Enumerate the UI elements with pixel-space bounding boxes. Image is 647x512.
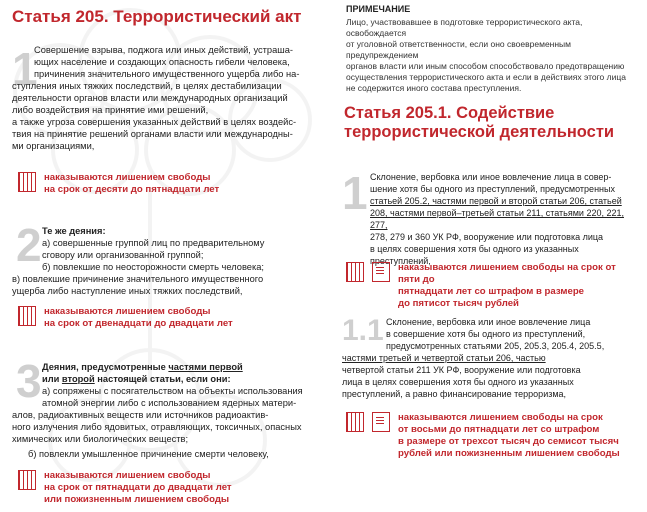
prison-bars-icon (18, 470, 36, 490)
text-line: Склонение, вербовка или иное вовлечение лица в совер- (370, 172, 612, 182)
text-line: ющих население и создающих опасность гибели человека, (34, 57, 290, 67)
part-3-number: 3 (16, 355, 42, 407)
prison-bars-icon (346, 412, 364, 432)
penalty-line: на срок от двенадцати до двадцати лет (44, 318, 233, 329)
text-line: в целях совершения хотя бы одного из указанных преступлений, (370, 244, 579, 266)
text-line: от уголовной ответственности, если оно своевременным предупреждением (346, 39, 572, 60)
part-1-1-penalty (346, 412, 620, 460)
text-line: не содержится иного состава преступления. (346, 83, 522, 93)
text-line: а) совершенные группой лиц по предварительному (42, 238, 265, 248)
part-1-penalty (18, 172, 219, 196)
fine-document-icon (372, 412, 390, 432)
prison-bars-icon (346, 262, 364, 282)
prison-bars-icon (18, 172, 36, 192)
part-3-penalty (18, 470, 232, 506)
link-part-1[interactable]: частями первой (168, 362, 243, 372)
text-line: атомной энергии либо с использованием ядерных матери- (42, 398, 297, 408)
text-line: ступления иных тяжких последствий, в целях дестабилизации (12, 81, 282, 91)
penalty-line: наказываются лишением свободы (44, 172, 211, 183)
text-line[interactable]: частями третьей и четвертой статьи 206, частью (342, 353, 546, 363)
article-205-1-title: Статья 205.1. Содействие террористической деятельности (344, 104, 615, 141)
part-1-1-text (342, 316, 640, 400)
part-1-1-number: 1.1 (342, 314, 384, 347)
text-line: лица в целях совершения хотя бы одного из указанных (342, 377, 574, 387)
text-line: ми организациями, (12, 141, 95, 151)
penalty-line: на срок от десяти до пятнадцати лет (44, 184, 220, 195)
penalty-line: на срок от пятнадцати до двадцати лет (44, 482, 232, 493)
text-line: б) повлекшие по неосторожности смерть человека; (42, 262, 264, 272)
penalty-line: или пожизненным лишением свободы (44, 494, 230, 505)
text-line: в) повлекшие причинение значительного имущественного (12, 274, 264, 284)
part-1-text (12, 44, 319, 152)
text-line: а также угроза совершения указанных действий в целях воздейс- (12, 117, 297, 127)
text-line[interactable]: статьей 205.2, частями первой и второй статьи 206, статьей (370, 196, 622, 206)
part-2-penalty (18, 306, 233, 330)
penalty-line: до пятисот тысяч рублей (398, 298, 519, 309)
text-span: или (42, 374, 62, 384)
text-line: шение хотя бы одного из преступлений, предусмотренных (370, 184, 615, 194)
text-line: химических или биологических веществ; (12, 434, 189, 444)
part-2-number: 2 (16, 219, 42, 271)
penalty-line: наказываются лишением свободы на срок от пяти до (398, 262, 616, 285)
text-line: Лицо, участвовавшее в подготовке террористического акта, освобождается (346, 17, 583, 38)
text-line: четвертой статьи 211 УК РФ, вооружение или подготовка (342, 365, 581, 375)
penalty-line: в размере от трехсот тысяч до семисот тысяч (398, 436, 619, 447)
note-title: ПРИМЕЧАНИЕ (346, 4, 411, 14)
link-part-2[interactable]: второй (61, 374, 95, 384)
text-line: 278, 279 и 360 УК РФ, вооружение или подготовка лица (370, 232, 604, 242)
penalty-line: наказываются лишением свободы (44, 306, 211, 317)
text-line: Склонение, вербовка или иное вовлечение лица (386, 317, 591, 327)
penalty-line: от восьми до пятнадцати лет со штрафом (398, 424, 600, 435)
text-line: Совершение взрыва, поджога или иных действий, устраша- (34, 45, 293, 55)
text-line: алов, радиоактивных веществ или источников радиоактив- (12, 410, 269, 420)
text-line: б) повлекли умышленное причинение смерти человеку, (28, 449, 269, 459)
text-line: Те же деяния: (42, 226, 106, 236)
text-span: Деяния, предусмотренные (42, 362, 169, 372)
text-line[interactable]: 208, частями первой–третьей статьи 211, статьями 220, 221, 277, (370, 208, 624, 230)
part-1-penalty (346, 262, 638, 310)
penalty-line: наказываются лишением свободы на срок (398, 412, 603, 423)
text-line: осуществления террористического акта и если в действиях этого лица (346, 72, 626, 82)
article-205-title: Статья 205. Террористический акт (12, 7, 302, 26)
part-1-number: 1 (12, 43, 38, 95)
text-line: предусмотренных статьями 205, 205.3, 205.4, 205.5, (386, 341, 605, 351)
text-line: твия на принятие решений органами власти или международны- (12, 129, 293, 139)
text-line: деятельности органов власти или международных организаций (12, 93, 288, 103)
text-span: настоящей статьи, если они: (94, 374, 231, 384)
part-2-text (12, 225, 317, 297)
penalty-line: пятнадцати лет со штрафом в размере (398, 286, 585, 297)
prison-bars-icon (18, 306, 36, 326)
text-line: либо воздействия на принятие ими решений, (12, 105, 209, 115)
part-3-text (12, 361, 320, 460)
text-line: ущерба либо наступление иных тяжких последствий, (12, 286, 243, 296)
text-line: ного излучения либо ядовитых, отравляющих, токсичных, опасных (12, 422, 302, 432)
text-line: органов власти или иным способом способствовало предотвращению (346, 61, 625, 71)
part-1-text (370, 171, 640, 267)
text-line: а) сопряжены с посягательством на объекты использования (42, 386, 303, 396)
text-line: преступлений, а равно финансирование терроризма, (342, 389, 567, 399)
text-line: причинения значительного имущественного ущерба либо на- (34, 69, 300, 79)
penalty-line: наказываются лишением свободы (44, 470, 211, 481)
penalty-line: рублей или пожизненным лишением свободы (398, 448, 620, 459)
part-1-number: 1 (342, 167, 368, 219)
text-line: сговору или организованной группой; (42, 250, 204, 260)
fine-document-icon (372, 262, 390, 282)
text-line: в совершение хотя бы одного из преступлений, (386, 329, 586, 339)
note-text (346, 17, 631, 94)
